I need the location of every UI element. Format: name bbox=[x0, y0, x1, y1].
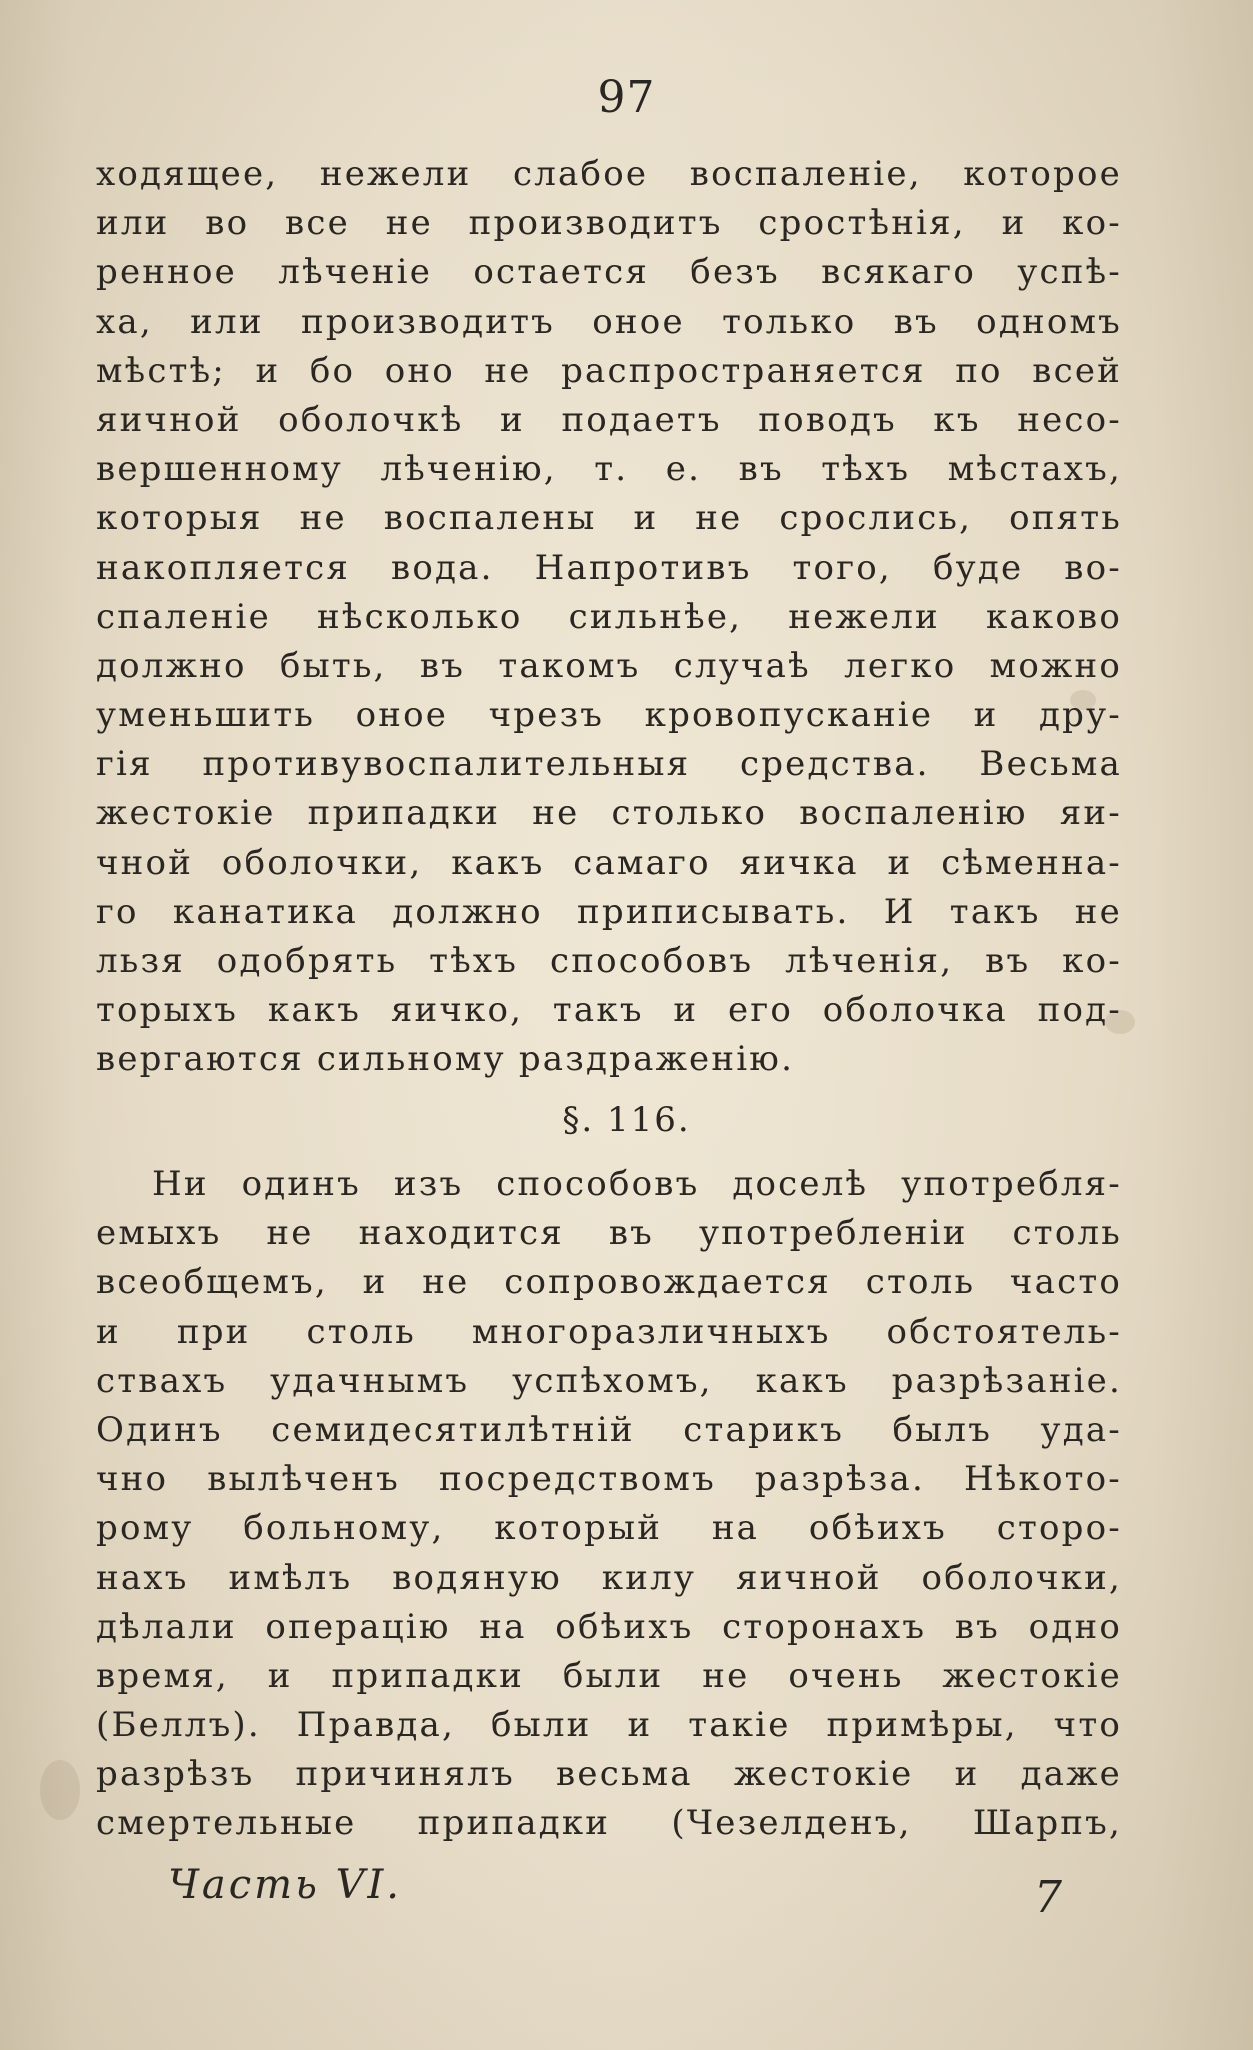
sheet-number: 7 bbox=[1034, 1872, 1062, 1923]
text-line: емыхъ не находится въ употребленіи столь bbox=[96, 1213, 1122, 1254]
text-line: торыхъ какъ яичко, такъ и его оболочка под- bbox=[96, 990, 1122, 1031]
text-line: накопляется вода. Напротивъ того, буде во- bbox=[96, 547, 1122, 588]
text-line: уменьшить оное чрезъ кровопусканіе и дру- bbox=[96, 695, 1122, 736]
section-heading: §. 116. bbox=[562, 1100, 691, 1140]
page-number: 97 bbox=[597, 72, 656, 123]
text-line: ствахъ удачнымъ успѣхомъ, какъ разрѣзаніе. bbox=[96, 1360, 1122, 1401]
text-line: гія противувоспалительныя средства. Весьма bbox=[96, 744, 1122, 785]
text-line: чной оболочки, какъ самаго яичка и сѣменна- bbox=[96, 842, 1122, 883]
text-line: ренное лѣченіе остается безъ всякаго успѣ- bbox=[96, 252, 1122, 293]
text-line: время, и припадки были не очень жестокіе bbox=[96, 1655, 1122, 1696]
text-line: (Беллъ). Правда, были и такіе примѣры, что bbox=[96, 1705, 1122, 1746]
text-line: всеобщемъ, и не сопровождается столь часто bbox=[96, 1262, 1122, 1303]
text-line: или во все не производитъ сростѣнія, и ко- bbox=[96, 203, 1122, 244]
text-line: го канатика должно приписывать. И такъ не bbox=[96, 891, 1122, 932]
paragraph-first bbox=[96, 150, 1122, 1085]
text-line: чно вылѣченъ посредствомъ разрѣза. Нѣкото- bbox=[96, 1459, 1122, 1500]
text-line: которыя не воспалены и не срослись, опять bbox=[96, 498, 1122, 539]
text-line: ха, или производитъ оное только въ одномъ bbox=[96, 301, 1122, 342]
text-line: должно быть, въ такомъ случаѣ легко можно bbox=[96, 645, 1122, 686]
text-line: дѣлали операцію на обѣихъ сторонахъ въ одно bbox=[96, 1606, 1122, 1647]
text-line: вершенному лѣченію, т. е. въ тѣхъ мѣстахъ, bbox=[96, 449, 1122, 490]
text-line: ходящее, нежели слабое воспаленіе, которое bbox=[96, 154, 1122, 194]
text-line: нахъ имѣлъ водяную килу яичной оболочки, bbox=[96, 1557, 1122, 1598]
text-line: и при столь многоразличныхъ обстоятель- bbox=[96, 1311, 1122, 1352]
text-line: смертельные припадки (Чезелденъ, Шарпъ, bbox=[96, 1803, 1122, 1844]
text-line: Ни одинъ изъ способовъ доселѣ употребля- bbox=[152, 1164, 1122, 1204]
text-line: льзя одобрять тѣхъ способовъ лѣченія, въ ко- bbox=[96, 941, 1122, 981]
signature-mark: Часть VI. bbox=[168, 1862, 402, 1908]
text-line: вергаются сильному раздраженію. bbox=[96, 1039, 795, 1080]
text-line: яичной оболочкѣ и подаетъ поводъ къ несо- bbox=[96, 399, 1122, 440]
text-line: Одинъ семидесятилѣтній старикъ былъ уда- bbox=[96, 1409, 1122, 1450]
text-line: мѣстѣ; и бо оно не распространяется по всей bbox=[96, 350, 1122, 391]
text-line: рому больному, который на обѣихъ сторо- bbox=[96, 1508, 1122, 1549]
text-line: спаленіе нѣсколько сильнѣе, нежели каково bbox=[96, 596, 1122, 637]
text-line: разрѣзъ причинялъ весьма жестокіе и даже bbox=[96, 1754, 1122, 1795]
paragraph-second bbox=[96, 1160, 1122, 1849]
paper-stain bbox=[40, 1760, 80, 1820]
text-line: жестокіе припадки не столько воспаленію яи- bbox=[96, 793, 1122, 834]
